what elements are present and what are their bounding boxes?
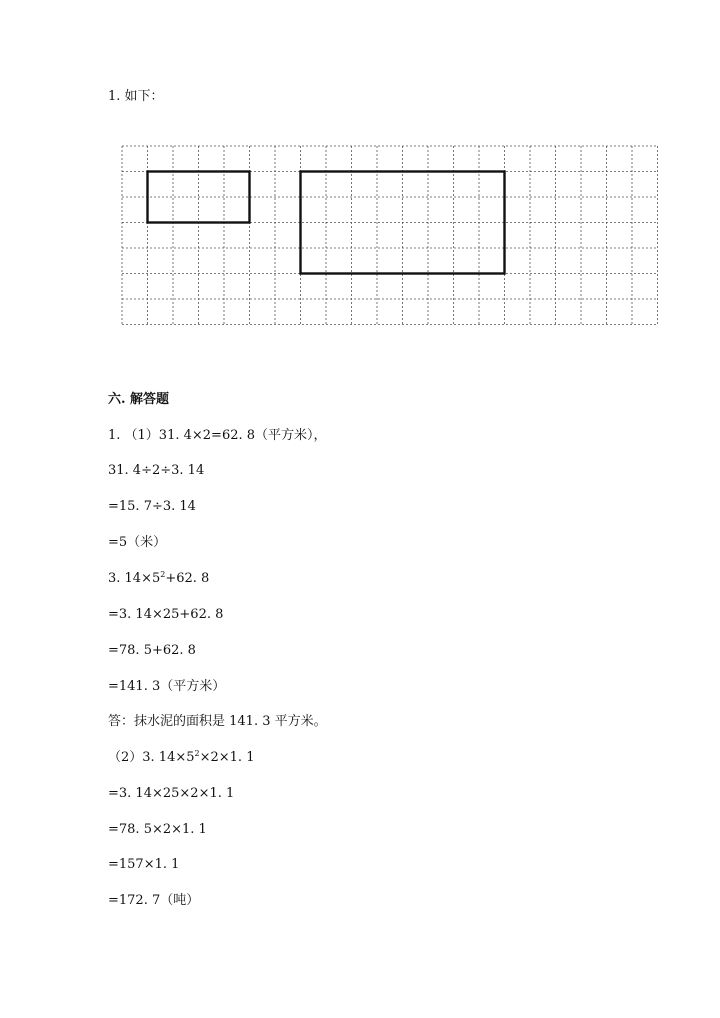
- grid-figure: [121, 145, 662, 346]
- solution-line-5: [108, 570, 209, 588]
- solution-line-9: [108, 749, 254, 767]
- solution-line-4: =5（米）: [108, 535, 167, 550]
- power-base: 3. 14×5: [108, 571, 161, 586]
- power-exponent: 2: [194, 749, 200, 758]
- solution-line-2: 31. 4÷2÷3. 14: [108, 463, 205, 478]
- power-exponent: 2: [160, 570, 166, 579]
- solution-line-12: =157×1. 1: [108, 857, 180, 872]
- solution-line-11: =78. 5×2×1. 1: [108, 822, 207, 837]
- answer-line-1: 答：抹水泥的面积是 141. 3 平方米。: [108, 714, 327, 729]
- solution-line-7: =78. 5+62. 8: [108, 643, 196, 658]
- power-base: （2）3. 14×5: [108, 750, 195, 765]
- solution-line-6: =3. 14×25+62. 8: [108, 607, 224, 622]
- solution-line-8: =141. 3（平方米）: [108, 679, 226, 694]
- section-heading: 六. 解答题: [108, 392, 170, 407]
- solution-line-3: =15. 7÷3. 14: [108, 499, 196, 514]
- power-tail: ×2×1. 1: [199, 750, 255, 765]
- solution-line-10: =3. 14×25×2×1. 1: [108, 786, 235, 801]
- figure-intro: 1. 如下：: [108, 89, 164, 104]
- power-tail: +62. 8: [165, 571, 210, 586]
- solution-line-13: =172. 7（吨）: [108, 893, 200, 908]
- solution-line-1: 1. （1）31. 4×2=62. 8（平方米），: [108, 428, 327, 443]
- grid-lines: [122, 146, 658, 325]
